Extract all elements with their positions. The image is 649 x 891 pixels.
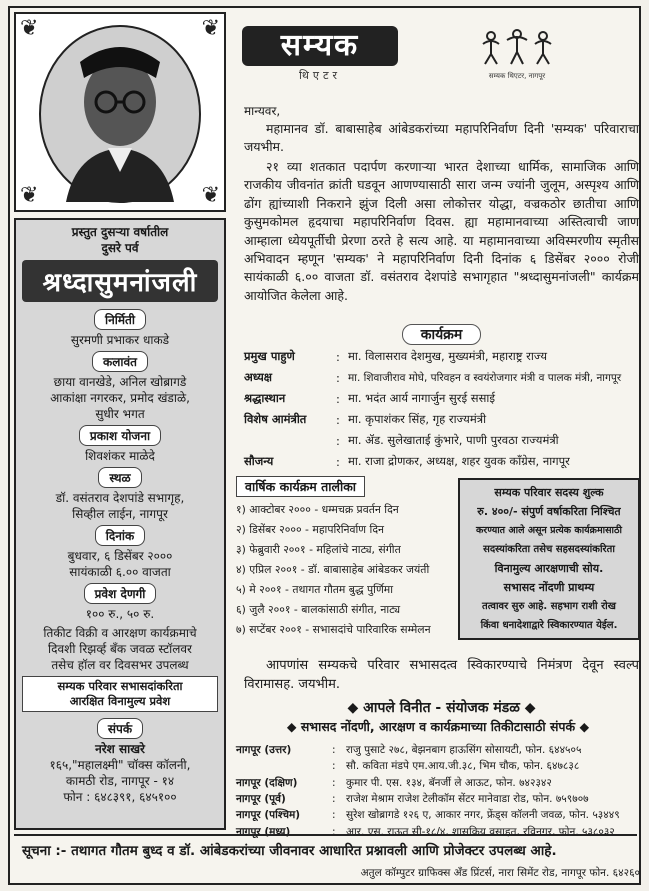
- diamond-icon: ◆: [347, 700, 364, 716]
- event-title: श्रध्दासुमनांजली: [22, 260, 218, 302]
- section-head: प्रकाश योजना: [79, 425, 161, 446]
- yearly-item: ६) जुलै २००१ - बालकांसाठी संगीत, नाट्य: [236, 603, 401, 616]
- diamond-icon: ◆: [286, 719, 301, 734]
- section-production: [22, 306, 218, 348]
- membership-box: [458, 478, 640, 640]
- section-artists: [22, 348, 218, 422]
- contact-line: १६५,"महालक्ष्मी" चॉक्स कॉलनी,: [49, 758, 191, 772]
- contact-list: [236, 742, 640, 840]
- section-line: १०० रु., ५० रु.: [85, 607, 155, 621]
- contact-row: नागपूर (पश्चिम) : सुरेश खोब्रागडे १२६ ए, आकार नगर, फ्रेंड्स कॉलनी जवळ, फोन. ५३४४९: [236, 807, 640, 823]
- section-head: स्थळ: [98, 467, 141, 488]
- contact-line: कामठी रोड, नागपूर - १४: [65, 774, 175, 788]
- contact-row: नागपूर (पूर्व) : राजेश मेश्राम राजेश टेलीकॉम सेंटर मानेवाडा रोड, फोन. ७५९७०७: [236, 791, 640, 807]
- dancers-emblem-icon: [477, 28, 557, 66]
- contact-line: फोन : ६४८३९१, ६४५१००: [63, 790, 177, 804]
- contact-city: नागपूर (उत्तर): [236, 744, 292, 757]
- contact-person: राजेश मेश्राम राजेश टेलीकॉम सेंटर मानेवाडा रोड, फोन. ७५९७०७: [346, 793, 589, 806]
- corner-ornament-icon: ❦: [20, 183, 39, 208]
- member-entry-strip: [22, 676, 218, 712]
- logo-sub-text: थिएटर: [298, 69, 341, 82]
- membership-line: रु. ४००/- संपुर्ण वर्षाकरिता निश्चित: [477, 505, 621, 518]
- program-row: विशेष आमंत्रीत : मा. कृपाशंकर सिंह, गृह राज्यमंत्री: [244, 409, 639, 430]
- section-line: डॉ. वसंतराव देशपांडे सभागृह,: [55, 491, 185, 505]
- diamond-icon: ◆: [575, 719, 590, 734]
- contact-line: नरेश साखरे: [95, 742, 145, 756]
- printer-credit: अतुल कॉम्पुटर ग्राफिक्स ॲंड प्रिंटर्स, नारा सिमेंट रोड, नागपूर फोन. ६४२६०: [360, 867, 640, 879]
- program-heading-text: कार्यक्रम: [402, 324, 482, 345]
- ticket-note-line: तिकीट विक्री व आरक्षण कार्यक्रमाचे: [43, 626, 197, 640]
- main-paragraph: २१ व्या शतकात पदार्पण करणाऱ्या भारत देशाच्या धार्मिक, सामाजिक आणि राजकीय जीवनांत क्रांती घडवून आणण्यासाठी सारा जन्म ज्यांनी जुलूम, अस्पृश्य आणि ढोंग ह्यांच्याशी निकराने झुंज दिली असा लोकोत्तर योद्धा, वज्रकठोर छातीचा आणि कुसुमकोमल हृदयाचा महापरिनिर्वाण दिवस. ह्या महामानवाच्या अस्तित्वाची जाण आम्हाला ध्येयपूर्तीची प्रेरणा ठरते हे सत्य आहे. या महामानवाच्या अविस्मरणीय स्मृतीस अभिवादन म्हणून 'सम्यक' ने महापरिनिर्वाण दिनी दिनांक ६ डिसेंबर २००० रोजी सायंकाळी ६.०० वाजता डॉ. वसंतराव देशपांडे सभागृहात "श्रध्दासुमनांजली" कार्यक्रम आयोजित केलेला आहे.: [244, 159, 639, 303]
- invitation-page: [8, 6, 641, 885]
- salutation: मान्यवर,: [244, 104, 281, 118]
- program-role: विशेष आमंत्रीत: [244, 412, 307, 426]
- yearly-item: २) डिसेंबर २००० - महापरिनिर्वाण दिन: [236, 523, 385, 536]
- logo-main-text: सम्यक: [242, 26, 398, 66]
- theatre-emblem: [472, 28, 562, 81]
- yearly-item: ७) सप्टेंबर २००१ - सभासदांचे पारिवारिक सम्मेलन: [236, 623, 431, 636]
- closing-heading: [244, 698, 639, 717]
- program-role: प्रमुख पाहुणे: [244, 349, 295, 363]
- section-entry-donation: [22, 580, 218, 622]
- yearly-program: [236, 476, 448, 646]
- program-row: श्रद्धास्थान : मा. भदंत आर्य नागार्जुन सुरई ससाई: [244, 388, 639, 409]
- left-contact: [22, 715, 218, 805]
- contact-row: नागपूर (दक्षिण) : कुमार पी. एस. १३४, बॅनर्जी ले आऊट, फोन. ७४२३४२: [236, 775, 640, 791]
- notice-text: तथागत गौतम बुध्द व डॉ. आंबेडकरांच्या जीवनावर आधारित प्रश्नावली आणि प्रोजेक्टर उपलब्ध आहे.: [71, 843, 557, 859]
- program-list: [244, 346, 639, 472]
- diamond-icon: ◆: [519, 700, 536, 716]
- contact-person: आर. एस. राऊत सी-१८/४, शासकिय वसाहत, रविनगर, फोन. ५३८०३२: [346, 825, 615, 838]
- membership-line: सदस्यांकरिता तसेच सहसदस्यांकरिता: [483, 544, 615, 555]
- membership-line: करण्यात आले असून प्रत्येक कार्यक्रमासाठी: [476, 525, 622, 536]
- strip-line: सम्यक परिवार सभासदांकरिता: [57, 679, 183, 693]
- section-head: कलावंत: [92, 351, 148, 372]
- strip-line: आरक्षित विनामुल्य प्रवेश: [69, 694, 171, 708]
- invitation-text: आपणांस सम्यकचे परिवार सभासदत्व स्विकारण्याचे निमंत्रण देवून स्वल्प विरामासह. जयभीम.: [244, 658, 639, 692]
- program-person: मा. कृपाशंकर सिंह, गृह राज्यमंत्री: [348, 412, 487, 426]
- yearly-item: ४) एप्रिल २००१ - डॉ. बाबासाहेब आंबेडकर जयंती: [236, 563, 430, 576]
- samyak-logo: [242, 26, 398, 82]
- section-line: सुधीर भगत: [95, 407, 145, 421]
- ticket-note-line: दिवशी रिझर्व्ह बँक जवळ स्टॉलवर: [48, 642, 192, 656]
- closing-heading-text: आपले विनीत - संयोजक मंडळ: [363, 700, 520, 716]
- program-person: मा. राजा द्रोणकर, अध्यक्ष, शहर युवक काँग्रेस, नागपूर: [348, 454, 570, 468]
- contact-row: : सौ. कविता मंडपे एम.आय.जी.३८, भिम चौक, फोन. ६४७८३८: [236, 758, 640, 774]
- contact-row: नागपूर (मध्य) : आर. एस. राऊत सी-१८/४, शासकिय वसाहत, रविनगर, फोन. ५३८०३२: [236, 823, 640, 839]
- contact-person: सौ. कविता मंडपे एम.आय.जी.३८, भिम चौक, फोन. ६४७८३८: [346, 760, 580, 773]
- membership-line: किंवा धनादेशाद्वारे स्विकारण्यात येईल.: [480, 620, 618, 631]
- intro-paragraph: महामानव डॉ. बाबासाहेब आंबेडकरांच्या महापरिनिर्वाण दिनी 'सम्यक' परिवाराचा जयभीम.: [244, 121, 639, 155]
- membership-line: सम्यक परिवार सदस्य शुल्क: [494, 486, 604, 499]
- program-row: : मा. ॲड. सुलेखाताई कुंभारे, पाणी पुरवठा राज्यमंत्री: [244, 430, 639, 451]
- section-line: छाया वानखेडे, अनिल खोब्रागडे: [53, 375, 187, 389]
- section-venue: [22, 464, 218, 522]
- corner-ornament-icon: ❦: [201, 183, 220, 208]
- program-row: प्रमुख पाहुणे : मा. विलासराव देशमुख, मुख्यमंत्री, महाराष्ट्र राज्य: [244, 346, 639, 367]
- corner-ornament-icon: ❦: [20, 16, 39, 41]
- program-role: सौजन्य: [244, 454, 274, 468]
- section-head: प्रवेश देणगी: [84, 583, 157, 604]
- yearly-heading: वार्षिक कार्यक्रम तालीका: [236, 476, 365, 497]
- membership-line: सभासद नोंदणी प्राथम्य: [503, 581, 595, 594]
- section-head: संपर्क: [97, 718, 143, 739]
- intro-line: दुसरे पर्व: [101, 241, 139, 255]
- program-row: सौजन्य : मा. राजा द्रोणकर, अध्यक्ष, शहर युवक काँग्रेस, नागपूर: [244, 451, 639, 472]
- intro-line: प्रस्तुत दुसऱ्या वर्षातील: [71, 225, 169, 239]
- contact-person: राजु पुसाटे २७८, बेझनबाग हाऊसिंग सोसायटी, फोन. ६४४५०५: [346, 744, 582, 757]
- program-row: अध्यक्ष : मा. शिवाजीराव मोघे, परिवहन व स्वयंरोजगार मंत्री व पालक मंत्री, नागपूर: [244, 367, 639, 388]
- contact-person: कुमार पी. एस. १३४, बॅनर्जी ले आऊट, फोन. ७४२३४२: [346, 776, 552, 789]
- contact-city: नागपूर (मध्य): [236, 825, 291, 838]
- event-details-box: [14, 218, 226, 830]
- contact-row: नागपूर (उत्तर) : राजु पुसाटे २७८, बेझनबाग हाऊसिंग सोसायटी, फोन. ६४४५०५: [236, 742, 640, 758]
- contact-heading: [236, 718, 640, 735]
- section-line: सायंकाळी ६.०० वाजता: [69, 565, 171, 579]
- membership-line: विनामुल्य आरक्षणाची सोय.: [494, 562, 604, 575]
- yearly-item: १) आक्टोबर २००० - धम्मचक्र प्रवर्तन दिन: [236, 503, 399, 516]
- membership-line: तत्वावर सुरु आहे. सहभाग राशी रोख: [482, 601, 616, 612]
- contact-person: सुरेश खोब्रागडे १२६ ए, आकार नगर, फ्रेंड्स कॉलनी जवळ, फोन. ५३४४९: [346, 809, 620, 822]
- left-column: [14, 12, 226, 830]
- notice-bar: [14, 834, 637, 864]
- notice-label: सूचना :-: [22, 843, 67, 859]
- yearly-item: ५) मे २००१ - तथागत गौतम बुद्ध पुर्णिमा: [236, 583, 394, 596]
- program-person: मा. भदंत आर्य नागार्जुन सुरई ससाई: [348, 391, 495, 405]
- contact-city: नागपूर (पश्चिम): [236, 809, 301, 822]
- portrait-image: [36, 22, 204, 206]
- corner-ornament-icon: ❦: [201, 16, 220, 41]
- program-heading: [244, 324, 639, 345]
- section-line: आकांक्षा नगरकर, प्रमोद खंडाळे,: [50, 391, 190, 405]
- section-date: [22, 522, 218, 580]
- section-line: सिव्हील लाईन, नागपूर: [72, 507, 168, 521]
- program-person: मा. विलासराव देशमुख, मुख्यमंत्री, महाराष्ट्र राज्य: [348, 349, 548, 363]
- program-person: मा. शिवाजीराव मोघे, परिवहन व स्वयंरोजगार मंत्री व पालक मंत्री, नागपूर: [348, 371, 622, 384]
- program-role: श्रद्धास्थान: [244, 391, 286, 405]
- section-lighting: [22, 422, 218, 464]
- section-head: निर्मिती: [94, 309, 146, 330]
- program-person: मा. ॲड. सुलेखाताई कुंभारे, पाणी पुरवठा राज्यमंत्री: [348, 433, 559, 447]
- emblem-caption: सम्यक थिएटर, नागपूर: [488, 72, 546, 80]
- section-head: दिनांक: [95, 525, 145, 546]
- section-line: शिवशंकर माळेदे: [85, 449, 155, 463]
- section-line: बुधवार, ६ डिसेंबर २०००: [67, 549, 173, 563]
- ticket-note: [22, 625, 218, 673]
- contact-heading-text: सभासद नोंदणी, आरक्षण व कार्यक्रमाच्या तिकीटासाठी संपर्क: [300, 719, 576, 734]
- ticket-note-line: तसेच हॉल वर दिवसभर उपलब्ध: [51, 658, 189, 672]
- program-role: अध्यक्ष: [244, 370, 273, 384]
- yearly-item: ३) फेब्रुवारी २००१ - महिलांचे नाट्य, संगीत: [236, 543, 401, 556]
- portrait-frame: [14, 12, 226, 212]
- section-line: सुरमणी प्रभाकर धाकडे: [70, 333, 170, 347]
- contact-city: नागपूर (दक्षिण): [236, 776, 298, 789]
- contact-city: नागपूर (पूर्व): [236, 793, 286, 806]
